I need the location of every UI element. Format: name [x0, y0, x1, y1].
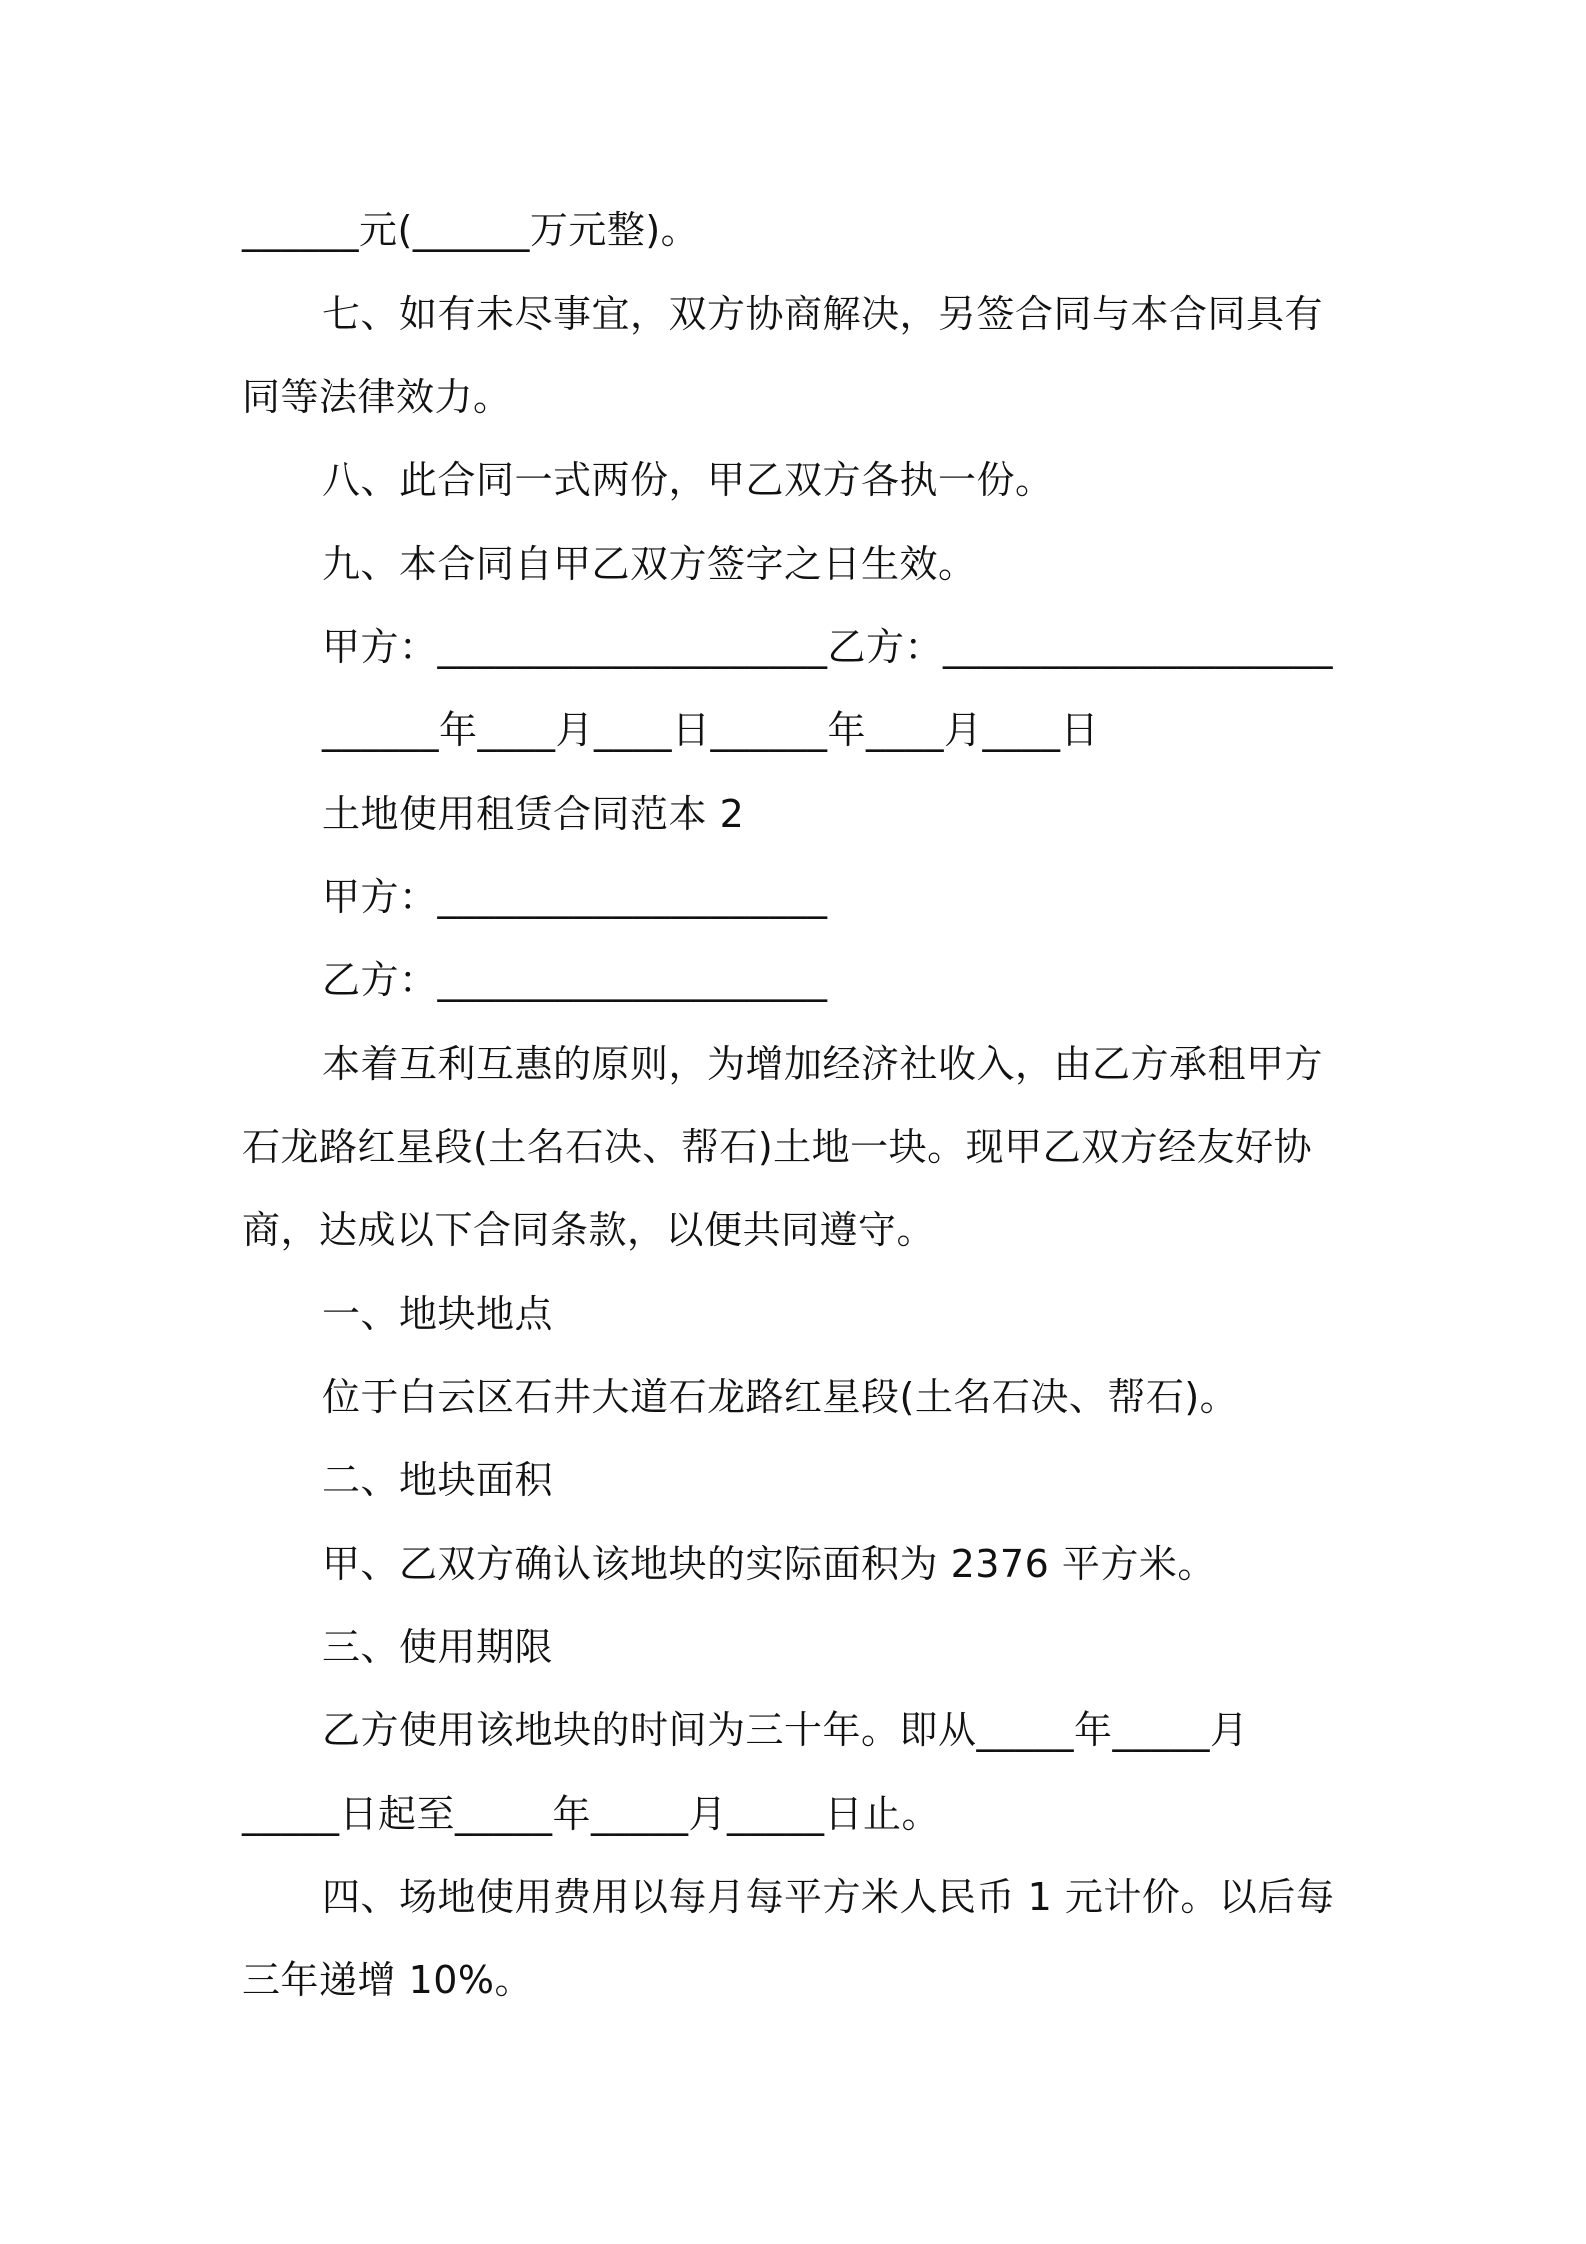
text-line-clause-7-cont: 同等法律效力。: [242, 375, 512, 419]
text-line-clause-9: 九、本合同自甲乙双方签字之日生效。: [322, 542, 977, 586]
party-a-line: 甲方：____________________: [322, 875, 828, 919]
text-line-clause-8: 八、此合同一式两份，甲乙双方各执一份。: [322, 458, 1054, 502]
party-b-line: 乙方：____________________: [322, 958, 828, 1002]
text-line-preamble-2: 石龙路红星段(土名石决、帮石)土地一块。现甲乙双方经友好协: [242, 1125, 1313, 1169]
text-line-fee-2: 三年递增 10%。: [242, 1958, 534, 2002]
section-title: 土地使用租赁合同范本 2: [322, 792, 745, 836]
heading-plot-area: 二、地块面积: [322, 1458, 554, 1502]
text-line-period-2: _____日起至_____年_____月_____日止。: [242, 1792, 941, 1836]
signature-line-dates: ______年____月____日______年____月____日: [322, 708, 1100, 752]
heading-plot-location: 一、地块地点: [322, 1292, 554, 1336]
text-line-fee-1: 四、场地使用费用以每月每平方米人民币 1 元计价。以后每: [322, 1875, 1335, 1919]
heading-usage-period: 三、使用期限: [322, 1625, 554, 1669]
text-line-amount: ______元(______万元整)。: [242, 208, 700, 252]
text-line-area: 甲、乙双方确认该地块的实际面积为 2376 平方米。: [322, 1542, 1216, 1586]
text-line-preamble-3: 商，达成以下合同条款，以便共同遵守。: [242, 1208, 936, 1252]
text-line-clause-7: 七、如有未尽事宜，双方协商解决，另签合同与本合同具有: [322, 292, 1324, 336]
text-line-period-1: 乙方使用该地块的时间为三十年。即从_____年_____月: [322, 1708, 1249, 1752]
signature-line-parties: 甲方：____________________乙方：____________________: [322, 625, 1334, 669]
text-line-location: 位于白云区石井大道石龙路红星段(土名石决、帮石)。: [322, 1375, 1239, 1419]
text-line-preamble-1: 本着互利互惠的原则，为增加经济社收入，由乙方承租甲方: [322, 1042, 1324, 1086]
